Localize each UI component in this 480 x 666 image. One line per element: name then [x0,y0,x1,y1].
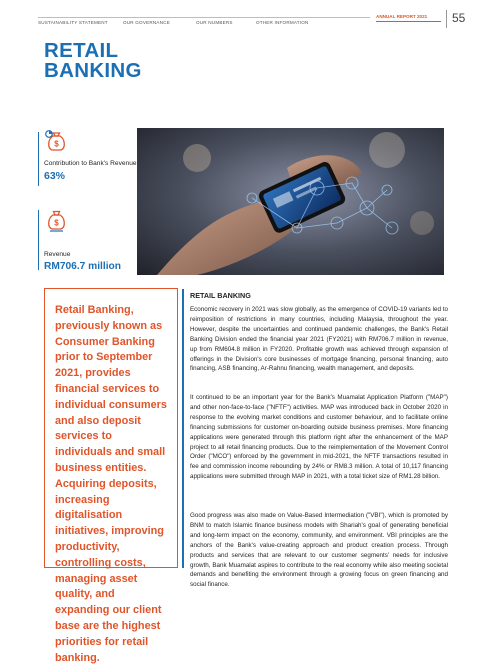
body-paragraph [190,305,448,374]
stat-value: RM706.7 million [44,260,121,272]
header-divider [446,10,447,28]
money-bag-pie-icon [44,128,68,152]
body-paragraph [190,511,448,590]
stat-label: Contribution to Bank's Revenue [44,160,137,167]
section-title: RETAIL BANKING [190,291,251,300]
pull-quote-text: Retail Banking, previously known as Consumer Banking prior to September 2021, provides financial services to individual consumers and also deposit services to individuals and small business entities. Acquiring deposits, increasing digitalisation initiatives, improving productivity, controlling costs, managing asset quality, and expanding our client base are the highest priorities for retail banking. [55,304,167,664]
stat-revenue-contribution [44,128,142,182]
page-number: 55 [452,11,466,25]
body-paragraph [190,393,448,482]
hero-photo [137,128,444,275]
paragraph-1: Economic recovery in 2021 was slow globally, as the emergence of COVID-19 variants led to reimposition of restrictions in many countries, including Malaysia, throughout the year. However, despite the uncertainties and continued pandemic challenges, the Bank's Retail Banking Division ended the financial year 2021 (FY2021) with RM706.7 million in revenue, up from RM604.8 million in FY2020. Profitable growth was achieved through expansion of offerings in the Division's core businesses of mortgage financing, personal financing, auto financing, ASB financing, Ar-Rahnu financing, wealth management, and deposits. [190,306,448,373]
page-title-line2: BANKING [44,59,142,82]
svg-text:$: $ [54,139,59,149]
stat-accent-line [38,132,39,186]
nav-sustainability-statement[interactable]: SUSTAINABILITY STATEMENT [38,20,108,25]
nav-our-numbers[interactable]: OUR NUMBERS [196,20,233,25]
money-bag-dollar-icon [44,208,68,232]
svg-text:$: $ [54,218,59,228]
paragraph-3: Good progress was also made on Value-Based Intermediation ("VBI"), which is promoted by BNM to match Islamic finance business models with Shariah's goal of generating beneficial and long-term impact on the economy, community, and environment. VBI principles are the anchors of the Bank's value-creating approach and product creation process. Through products and services that are relevant to our customer segments' needs for inclusive growth, Bank Muamalat aspires to contribute to the real economy while also meeting societal demands and benefiting the environment through a growing focus on green financing and social finance. [190,512,448,589]
stat-label: Revenue [44,251,71,258]
stat-revenue [44,208,142,272]
pull-quote-accent [182,289,184,568]
header-rule [38,17,370,18]
smartphone-payment-photo [137,128,444,275]
stat-accent-line [38,210,39,270]
page-title-line1: RETAIL [44,39,119,62]
annual-report-label: ANNUAL REPORT 2021 [376,14,428,19]
stat-value: 63% [44,169,66,182]
page-title [44,41,244,81]
pull-quote-box [44,288,178,664]
nav-our-governance[interactable]: OUR GOVERNANCE [123,20,170,25]
nav-other-information[interactable]: OTHER INFORMATION [256,20,309,25]
paragraph-2: It continued to be an important year for the Bank's Muamalat Application Platform ("MAP") and other non-face-to-face ("NFTF") activities. MAP was introduced back in October 2020 in response to the evolving market conditions and customer behaviour, and to facilitate online financing submissions for customer on-boarding outside business premises. More financing applications were generated through this platform right after the enhancement of the MAP project to all retail financing products. Due to the reimplementation of the Movement Control Order ("MCO") enforced by the government in mid-2021, the NFTF transactions resulted in fee and commission income rebounding by 24% or RM8.3 million. A total of 10,117 financing applications were submitted through MAP in 2021, with a total ticket size of RM1.28 billion. [190,394,448,481]
annual-report-rule [376,21,441,22]
page-header [0,0,480,30]
